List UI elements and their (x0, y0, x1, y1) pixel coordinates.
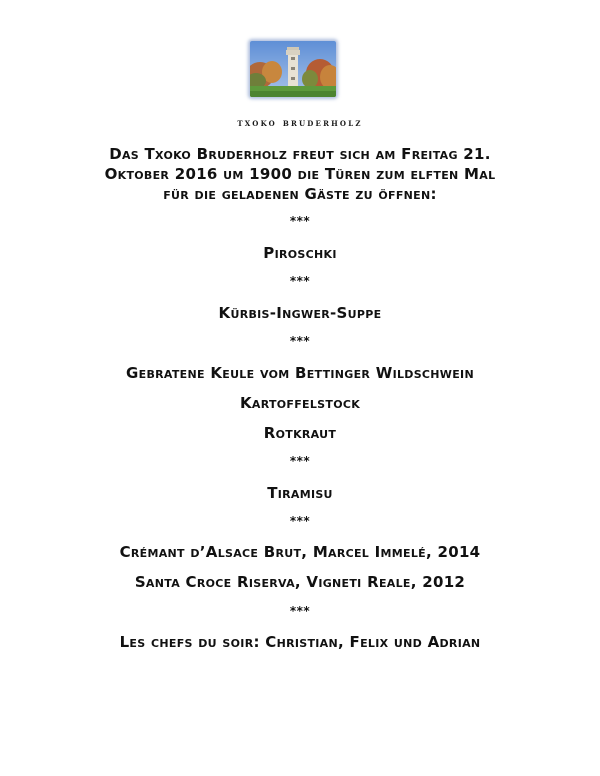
intro-line-2: Oktober 2016 um 1900 die Türen zum elften Mal (104, 165, 496, 183)
course-soup: Kürbis-Ingwer-Suppe (218, 304, 382, 322)
tower-photo-svg (250, 41, 336, 97)
course-side-2: Rotkraut (263, 424, 337, 442)
intro-line-1: Das Txoko Bruderholz freut sich am Freitag 21. (109, 145, 491, 163)
separator: *** (289, 334, 311, 348)
course-dessert: Tiramisu (267, 484, 333, 502)
menu-title: txoko bruderholz (237, 117, 363, 129)
course-side-1: Kartoffelstock (239, 394, 361, 412)
separator: *** (289, 514, 311, 528)
course-main: Gebratene Keule vom Bettinger Wildschwein (126, 364, 474, 382)
wine-2: Santa Croce Riserva, Vigneti Reale, 2012 (134, 573, 466, 591)
separator: *** (289, 604, 311, 618)
chefs-line: Les chefs du soir: Christian, Felix und Adrian (119, 633, 481, 651)
separator: *** (289, 214, 311, 228)
separator: *** (289, 454, 311, 468)
tower-landscape-image (250, 41, 336, 97)
wine-1: Crémant d’Alsace Brut, Marcel Immelé, 2014 (119, 543, 481, 561)
separator: *** (289, 274, 311, 288)
course-starter: Piroschki (263, 244, 337, 262)
intro-line-3: für die geladenen Gäste zu öffnen: (163, 185, 437, 203)
